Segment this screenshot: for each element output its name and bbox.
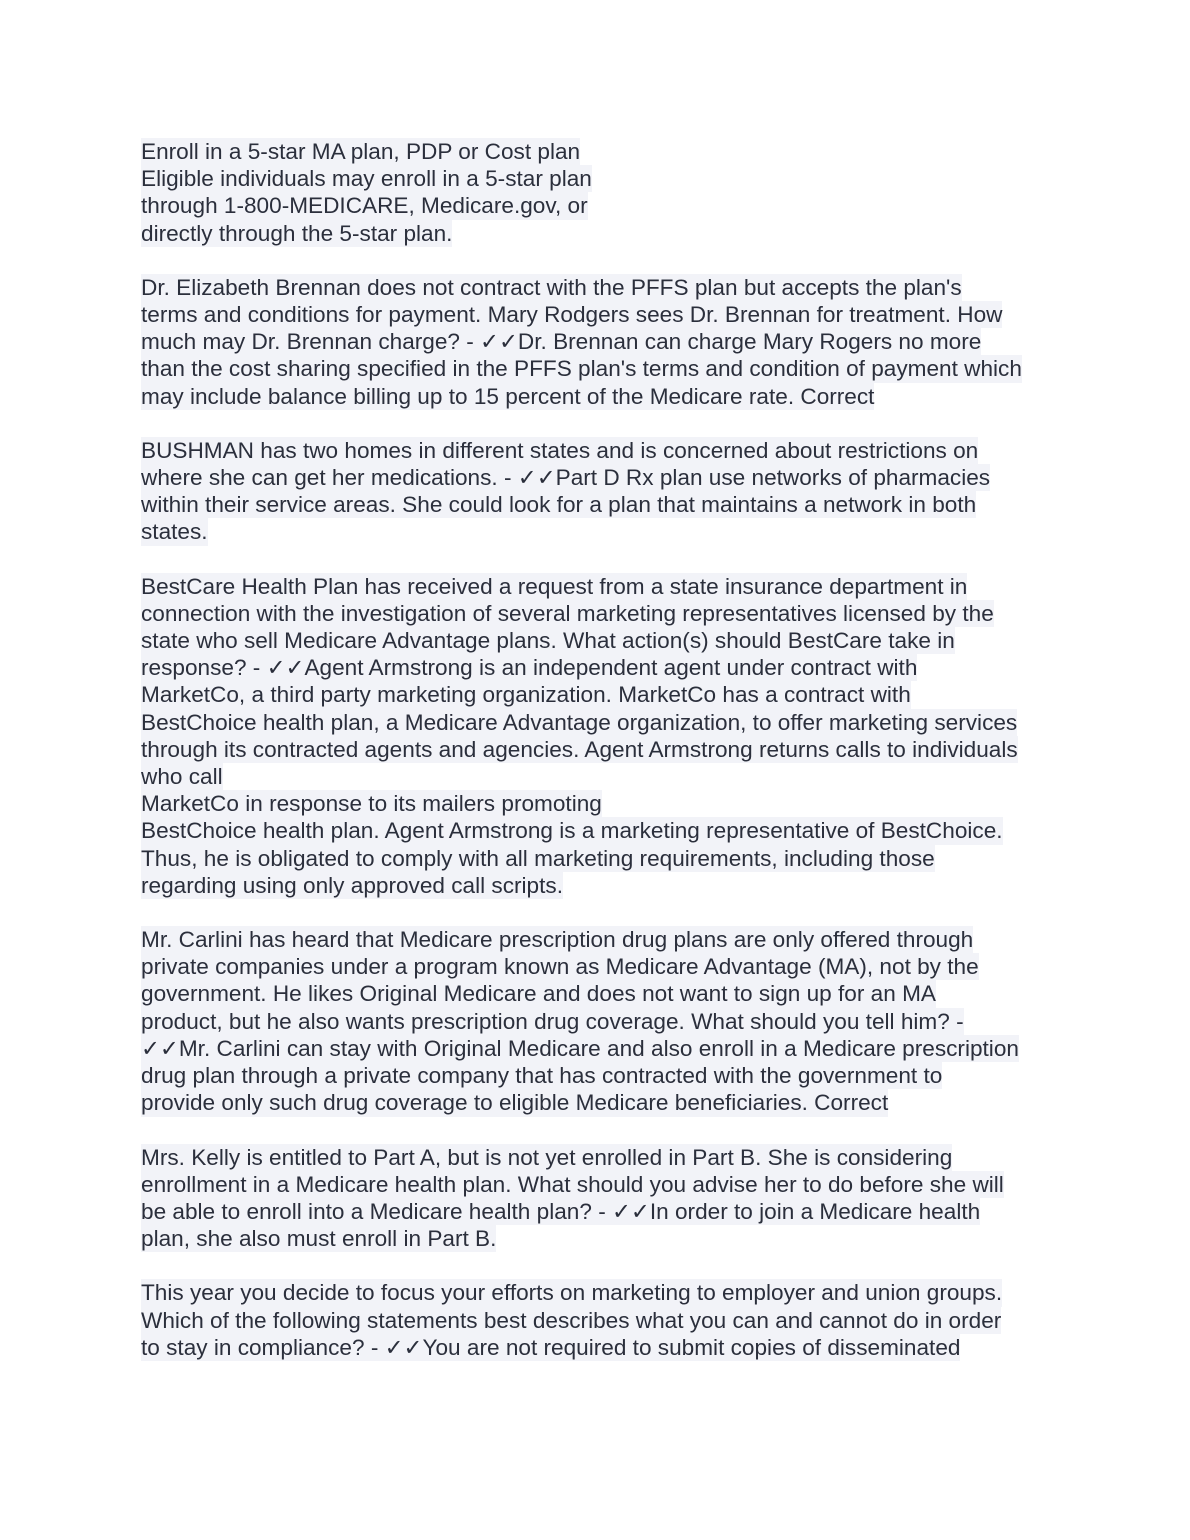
- text-line: Dr. Elizabeth Brennan does not contract with the PFFS plan but accepts the plan's: [141, 274, 962, 300]
- text-line: connection with the investigation of several marketing representatives licensed by the: [141, 600, 994, 626]
- paragraph: [141, 437, 1056, 546]
- text-line: Eligible individuals may enroll in a 5-star plan: [141, 166, 592, 192]
- text-line: Mr. Carlini has heard that Medicare prescription drug plans are only offered through: [141, 927, 974, 953]
- text-line: Which of the following statements best describes what you can and cannot do in order: [141, 1307, 1002, 1333]
- text-line: Thus, he is obligated to comply with all marketing requirements, including those: [141, 845, 935, 871]
- text-line: through 1-800-MEDICARE, Medicare.gov, or: [141, 193, 588, 219]
- text-line: This year you decide to focus your efforts on marketing to employer and union groups.: [141, 1280, 1003, 1306]
- text-line: BestChoice health plan. Agent Armstrong is a marketing representative of BestChoice.: [141, 818, 1003, 844]
- paragraph: [141, 274, 1056, 410]
- paragraph: [141, 926, 1056, 1116]
- paragraph: [141, 573, 1056, 899]
- text-line: MarketCo in response to its mailers promoting: [141, 791, 602, 817]
- text-line: to stay in compliance? - ✓✓You are not required to submit copies of disseminated: [141, 1334, 961, 1360]
- text-line: BUSHMAN has two homes in different states and is concerned about restrictions on: [141, 437, 979, 463]
- text-line: plan, she also must enroll in Part B.: [141, 1226, 497, 1252]
- text-line: through its contracted agents and agencies. Agent Armstrong returns calls to individuals: [141, 736, 1018, 762]
- text-line: ✓✓Mr. Carlini can stay with Original Medicare and also enroll in a Medicare prescription: [141, 1035, 1019, 1061]
- text-line: may include balance billing up to 15 percent of the Medicare rate. Correct: [141, 383, 875, 409]
- text-line: than the cost sharing specified in the PFFS plan's terms and condition of payment which: [141, 356, 1022, 382]
- text-line: drug plan through a private company that has contracted with the government to: [141, 1063, 943, 1089]
- paragraph: [141, 138, 1056, 247]
- text-line: Enroll in a 5-star MA plan, PDP or Cost plan: [141, 139, 581, 164]
- text-line: be able to enroll into a Medicare health plan? - ✓✓In order to join a Medicare health: [141, 1198, 981, 1224]
- text-line: response? - ✓✓Agent Armstrong is an independent agent under contract with: [141, 655, 918, 681]
- text-line: Mrs. Kelly is entitled to Part A, but is not yet enrolled in Part B. She is considering: [141, 1144, 953, 1170]
- text-line: government. He likes Original Medicare and does not want to sign up for an MA: [141, 981, 936, 1007]
- text-line: provide only such drug coverage to eligible Medicare beneficiaries. Correct: [141, 1090, 889, 1116]
- text-line: BestCare Health Plan has received a request from a state insurance department in: [141, 573, 968, 599]
- document-page: [141, 138, 1056, 1388]
- text-line: product, but he also wants prescription drug coverage. What should you tell him? -: [141, 1008, 964, 1034]
- text-line: enrollment in a Medicare health plan. What should you advise her to do before she will: [141, 1171, 1004, 1197]
- text-line: regarding using only approved call scripts.: [141, 872, 563, 898]
- text-line: within their service areas. She could look for a plan that maintains a network in both: [141, 492, 977, 518]
- text-line: who call: [141, 764, 223, 790]
- text-line: states.: [141, 519, 208, 545]
- text-line: BestChoice health plan, a Medicare Advantage organization, to offer marketing services: [141, 709, 1018, 735]
- text-line: terms and conditions for payment. Mary Rodgers sees Dr. Brennan for treatment. How: [141, 302, 1003, 328]
- text-line: state who sell Medicare Advantage plans. What action(s) should BestCare take in: [141, 628, 955, 654]
- text-line: MarketCo, a third party marketing organization. MarketCo has a contract with: [141, 682, 911, 708]
- text-line: private companies under a program known as Medicare Advantage (MA), not by the: [141, 954, 979, 980]
- text-line: directly through the 5-star plan.: [141, 220, 453, 246]
- text-line: much may Dr. Brennan charge? - ✓✓Dr. Brennan can charge Mary Rogers no more: [141, 329, 982, 355]
- text-line: where she can get her medications. - ✓✓Part D Rx plan use networks of pharmacies: [141, 465, 991, 491]
- paragraph: [141, 1279, 1056, 1361]
- paragraph: [141, 1144, 1056, 1253]
